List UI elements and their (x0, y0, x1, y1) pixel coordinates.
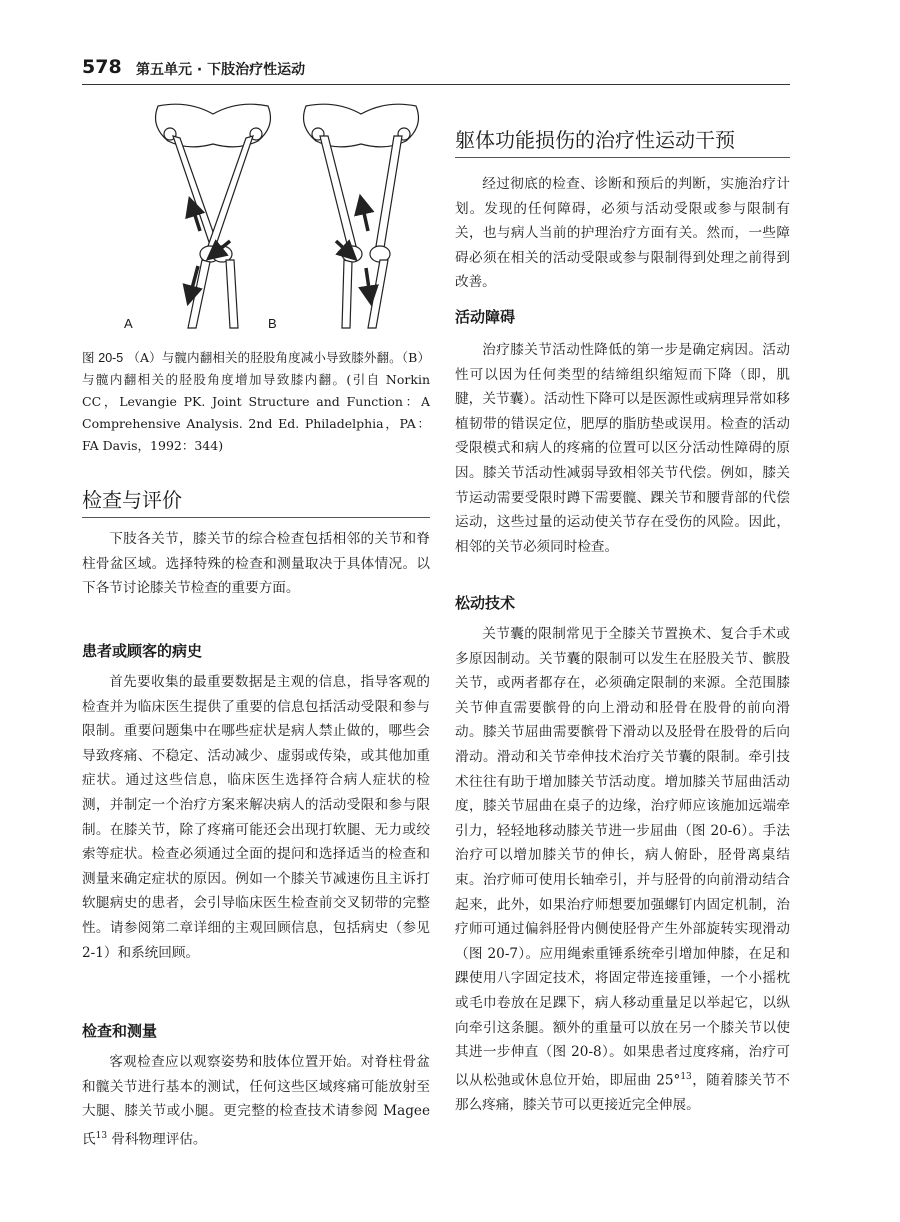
mobilization-paragraph (455, 622, 790, 1117)
page-number: 578 (82, 56, 122, 78)
examination-intro: 下肢各关节，膝关节的综合检查包括相邻的关节和脊柱骨盆区域。选择特殊的检查和测量取决于具体情况。以下各节讨论膝关节检查的重要方面。 (82, 531, 430, 597)
figure-label-b: B (268, 316, 277, 331)
figure-caption (82, 347, 430, 457)
subheading-tests-measures: 检查和测量 (82, 1022, 158, 1040)
tests-measures-text: 客观检查应以观察姿势和肢体位置开始。对脊柱骨盆和髋关节进行基本的测试，任何这些区域疼痛可能放射至大腿、膝关节或小腿。更完整的检查技术请参阅 Magee 氏 (82, 1054, 430, 1148)
mobilization-reference: 13 (680, 1071, 692, 1082)
subheading-mobility: 活动障碍 (455, 308, 516, 326)
caption-label: 图 20-5 (82, 351, 124, 365)
section-title-intervention: 躯体功能损伤的治疗性运动干预 (455, 124, 790, 158)
mobilization-text: 关节囊的限制常见于全膝关节置换术、复合手术或多原因制动。关节囊的限制可以发生在胫股关节、髌股关节，或两者都存在，必须确定限制的来源。全范围膝关节伸直需要髌骨的向上滑动和胫骨在股骨的前向滑动。膝关节屈曲需要髌骨下滑动以及胫骨在股骨的后向滑动。滑动和关节牵伸技术治疗关节囊的限制。牵引技术往往有助于增加膝关节活动度。增加膝关节屈曲活动度，膝关节屈曲在桌子的边缘，治疗师应该施加远端牵引力，轻轻地移动膝关节进一步屈曲（图 20-6）。手法治疗可以增加膝关节的伸长，病人俯卧，胫骨离桌结束。治疗师可使用长轴牵引，并与胫骨的向前滑动结合起来，此外，如果治疗师想要加强螺钉内固定机制，治疗师可通过偏斜胫骨内侧使胫骨产生外部旋转实现滑动（图 20-7）。应用绳索重锤系统牵引增加伸膝，在足和踝使用八字固定技术，将固定带连接重锤，一个小摇枕或毛巾卷放在足踝下，病人移动重量足以举起它，以纵向牵引这条腿。额外的重量可以放在另一个膝关节以使其进一步伸直（图 20-8）。如果患者过度疼痛，治疗可以从松弛或休息位开始，即屈曲 25° (455, 626, 790, 1089)
subheading-history: 患者或顾客的病史 (82, 642, 203, 660)
figure-label-a: A (124, 316, 133, 331)
tests-measures-text-end: 骨科物理评估。 (107, 1131, 207, 1148)
running-title: 第五单元 · 下肢治疗性运动 (136, 62, 306, 78)
mobilization-text-end: ，随着膝关节不那么疼痛，膝关节可以更接近完全伸展。 (455, 1072, 790, 1113)
intervention-intro: 经过彻底的检查、诊断和预后的判断，实施治疗计划。发现的任何障碍，必须与活动受限或参与限制有关，也与病人当前的护理治疗方面有关。然而，一些障碍必须在相关的活动受限或参与限制得到处理之前得到改善。 (455, 176, 790, 291)
subheading-mobilization: 松动技术 (455, 594, 516, 612)
section-title-examination: 检查与评价 (82, 484, 430, 518)
page-header (82, 54, 790, 85)
tests-measures-reference: 13 (95, 1130, 108, 1141)
caption-text: （A）与髋内翻相关的胫股角度减小导致膝外翻。（B）与髋内翻相关的胫股角度增加导致膝内翻。(引自 Norkin CC，Levangie PK. Joint Structure and Function：A Comprehensive Analysis. 2nd Ed. Philadelphia，PA：FA Davis，1992：344) (82, 350, 430, 453)
figure-20-5 (118, 96, 438, 334)
mobility-paragraph: 治疗膝关节活动性降低的第一步是确定病因。活动性可以因为任何类型的结缔组织缩短而下降（即，肌腱，关节囊）。活动性下降可以是医源性或病理异常如移植韧带的错误定位，肥厚的脂肪垫或误用。检查的活动受限模式和病人的疼痛的位置可以区分活动性障碍的原因。膝关节活动性减弱导致相邻关节代偿。例如，膝关节运动需要受限时蹲下需要髋、踝关节和腰背部的代偿运动，这些过量的运动使关节存在受伤的风险。因此，相邻的关节必须同时检查。 (455, 342, 790, 555)
history-paragraph: 首先要收集的最重要数据是主观的信息，指导客观的检查并为临床医生提供了重要的信息包括活动受限和参与限制。重要问题集中在哪些症状是病人禁止做的，哪些会导致疼痛、不稳定、活动减少、虚弱或传染，或其他加重症状。通过这些信息，临床医生选择符合病人症状的检测，并制定一个治疗方案来解决病人的活动受限和参与限制。在膝关节，除了疼痛可能还会出现打软腿、无力或绞索等症状。检查必须通过全面的提问和选择适当的检查和测量来确定症状的原因。例如一个膝关节减速伤且主诉打软腿病史的患者，会引导临床医生检查前交叉韧带的完整性。请参阅第二章详细的主观回顾信息，包括病史（参见 2-1）和系统回顾。 (82, 674, 430, 961)
leg-alignment-illustration (118, 96, 438, 334)
tests-measures-paragraph (82, 1050, 430, 1152)
